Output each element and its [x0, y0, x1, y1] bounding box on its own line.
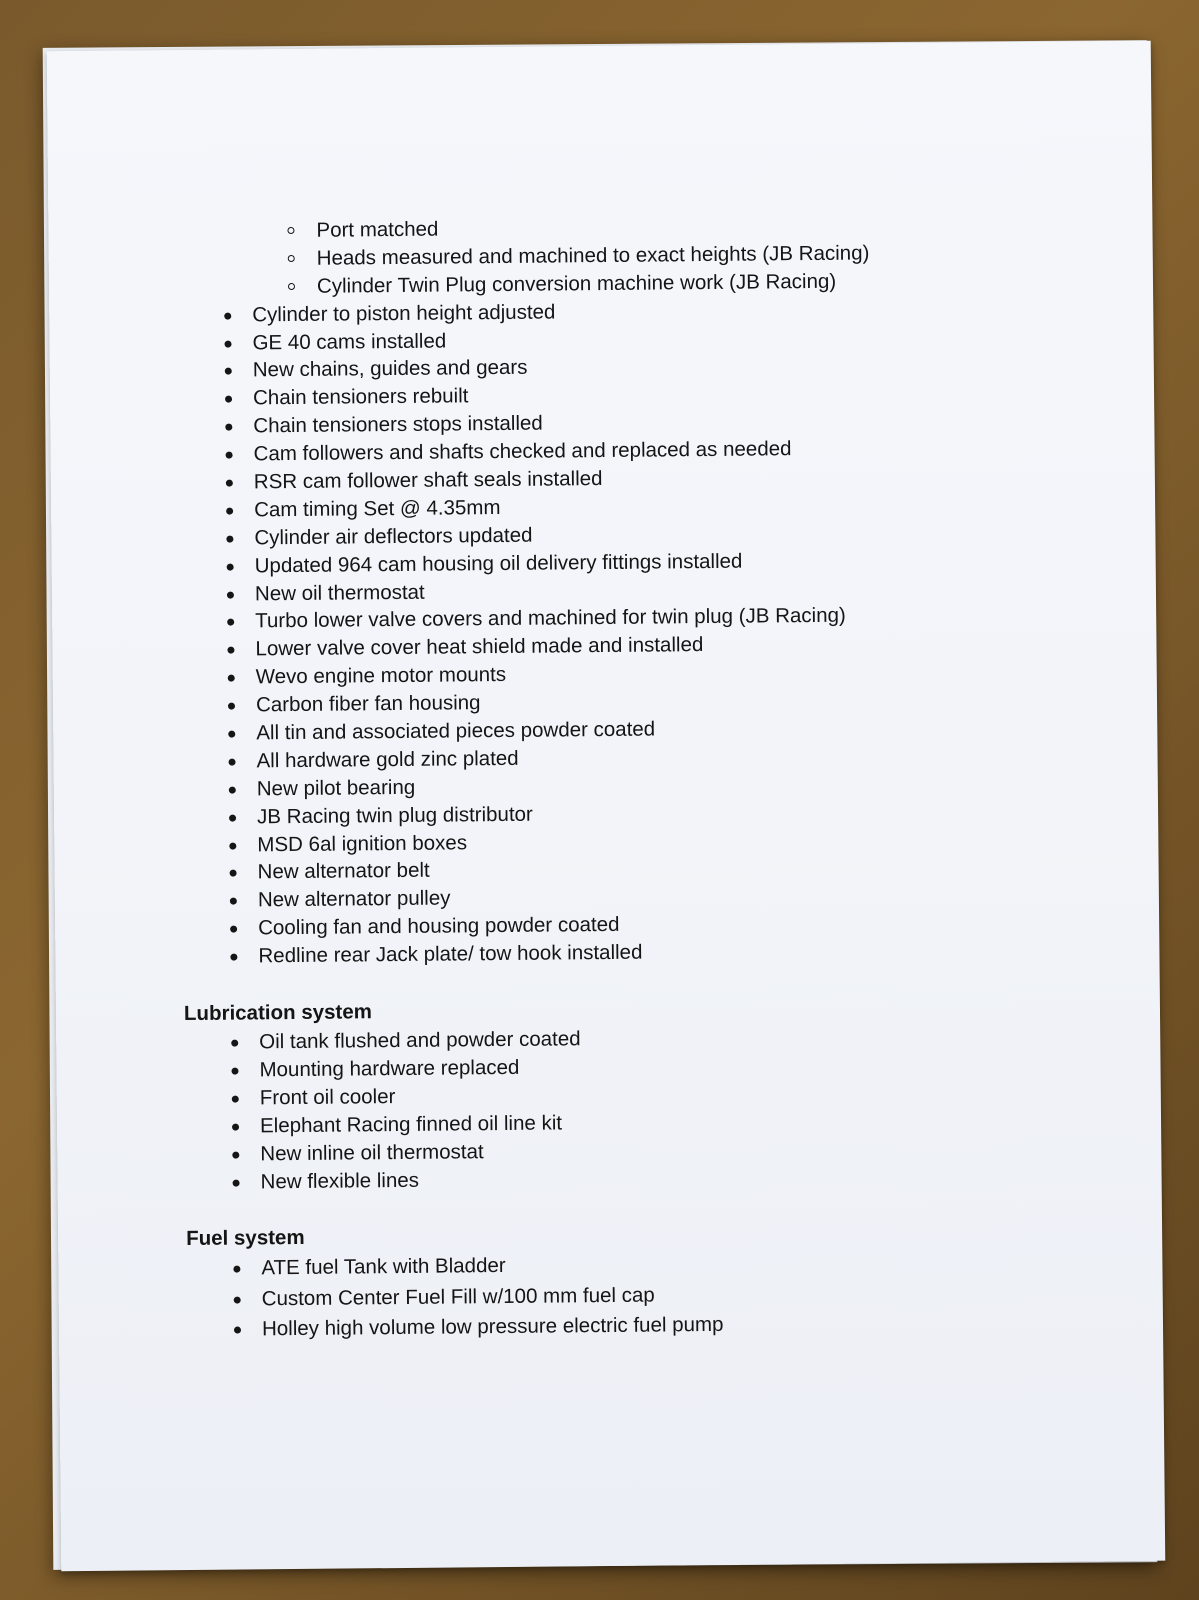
list-item: New chains, guides and gears: [178, 349, 1058, 385]
list-item: New pilot bearing: [182, 767, 1062, 803]
engine-item-list: [177, 293, 1063, 971]
lubrication-item-list: [184, 1021, 1066, 1197]
bullet-icon: [228, 703, 235, 710]
bullet-icon: [233, 1266, 240, 1273]
hollow-bullet-icon: [287, 227, 294, 234]
sub-list-item: Cylinder Twin Plug conversion machine work (JB Racing): [177, 265, 1057, 301]
bullet-icon: [232, 1123, 239, 1130]
bullet-icon: [230, 870, 237, 877]
list-item: Chain tensioners rebuilt: [178, 377, 1058, 413]
bullet-icon: [229, 842, 236, 849]
bullet-icon: [225, 424, 232, 431]
list-item: Carbon fiber fan housing: [181, 684, 1061, 720]
list-item: New oil thermostat: [180, 572, 1060, 608]
bullet-icon: [225, 368, 232, 375]
bullet-icon: [231, 1067, 238, 1074]
list-item: Front oil cooler: [185, 1076, 1065, 1112]
bullet-icon: [234, 1327, 241, 1334]
bullet-icon: [226, 452, 233, 459]
bullet-icon: [233, 1179, 240, 1186]
bullet-icon: [225, 340, 232, 347]
bullet-icon: [227, 619, 234, 626]
list-item: Cylinder to piston height adjusted: [177, 293, 1057, 329]
list-item: RSR cam follower shaft seals installed: [179, 461, 1059, 497]
list-item: All hardware gold zinc plated: [181, 740, 1061, 776]
list-item: All tin and associated pieces powder coated: [181, 712, 1061, 748]
bullet-icon: [234, 1296, 241, 1303]
list-item: Oil tank flushed and powder coated: [184, 1021, 1064, 1057]
hollow-bullet-icon: [288, 283, 295, 290]
bullet-icon: [227, 563, 234, 570]
bullet-icon: [228, 675, 235, 682]
hollow-bullet-icon: [288, 255, 295, 262]
bullet-icon: [226, 507, 233, 514]
paper-sheet: [47, 41, 1166, 1572]
list-item: Cylinder air deflectors updated: [179, 516, 1059, 552]
list-item: Elephant Racing finned oil line kit: [185, 1104, 1065, 1140]
bullet-icon: [226, 535, 233, 542]
list-item: Updated 964 cam housing oil delivery fittings installed: [180, 544, 1060, 580]
list-item: Cam followers and shafts checked and replaced as needed: [178, 433, 1058, 469]
bullet-icon: [224, 312, 231, 319]
bullet-icon: [231, 1040, 238, 1047]
list-item: Cam timing Set @ 4.35mm: [179, 489, 1059, 525]
bullet-icon: [232, 1151, 239, 1158]
list-item: New flexible lines: [185, 1160, 1065, 1196]
bullet-icon: [227, 647, 234, 654]
list-item: MSD 6al ignition boxes: [182, 823, 1062, 859]
list-item: New inline oil thermostat: [185, 1132, 1065, 1168]
sub-list-item: Port matched: [176, 210, 1056, 246]
list-item: Redline rear Jack plate/ tow hook installed: [183, 935, 1063, 971]
list-item: Holley high volume low pressure electric fuel pump: [187, 1307, 1067, 1346]
list-item: Mounting hardware replaced: [184, 1049, 1064, 1085]
list-item: GE 40 cams installed: [177, 321, 1057, 357]
document-content: [176, 210, 1067, 1346]
list-item: Lower valve cover heat shield made and installed: [180, 628, 1060, 664]
sub-item-list: [176, 210, 1057, 302]
list-item: Wevo engine motor mounts: [181, 656, 1061, 692]
bullet-icon: [226, 480, 233, 487]
bullet-icon: [225, 396, 232, 403]
bullet-icon: [229, 786, 236, 793]
section-heading-fuel: Fuel system: [186, 1226, 305, 1251]
bullet-icon: [229, 814, 236, 821]
bullet-icon: [230, 898, 237, 905]
bullet-icon: [228, 731, 235, 738]
list-item: Cooling fan and housing powder coated: [183, 907, 1063, 943]
list-item: JB Racing twin plug distributor: [182, 795, 1062, 831]
sub-list-item: Heads measured and machined to exact heights (JB Racing): [177, 238, 1057, 274]
bullet-icon: [227, 591, 234, 598]
list-item: Custom Center Fuel Fill w/100 mm fuel cap: [187, 1276, 1067, 1315]
bullet-icon: [232, 1095, 239, 1102]
fuel-item-list: [186, 1246, 1067, 1346]
bullet-icon: [230, 926, 237, 933]
section-heading-lubrication: Lubrication system: [183, 1000, 373, 1026]
bullet-icon: [230, 954, 237, 961]
list-item: Chain tensioners stops installed: [178, 405, 1058, 441]
list-item: New alternator belt: [182, 851, 1062, 887]
list-item: ATE fuel Tank with Bladder: [186, 1246, 1066, 1285]
list-item: New alternator pulley: [183, 879, 1063, 915]
bullet-icon: [229, 758, 236, 765]
list-item: Turbo lower valve covers and machined for twin plug (JB Racing): [180, 600, 1060, 636]
